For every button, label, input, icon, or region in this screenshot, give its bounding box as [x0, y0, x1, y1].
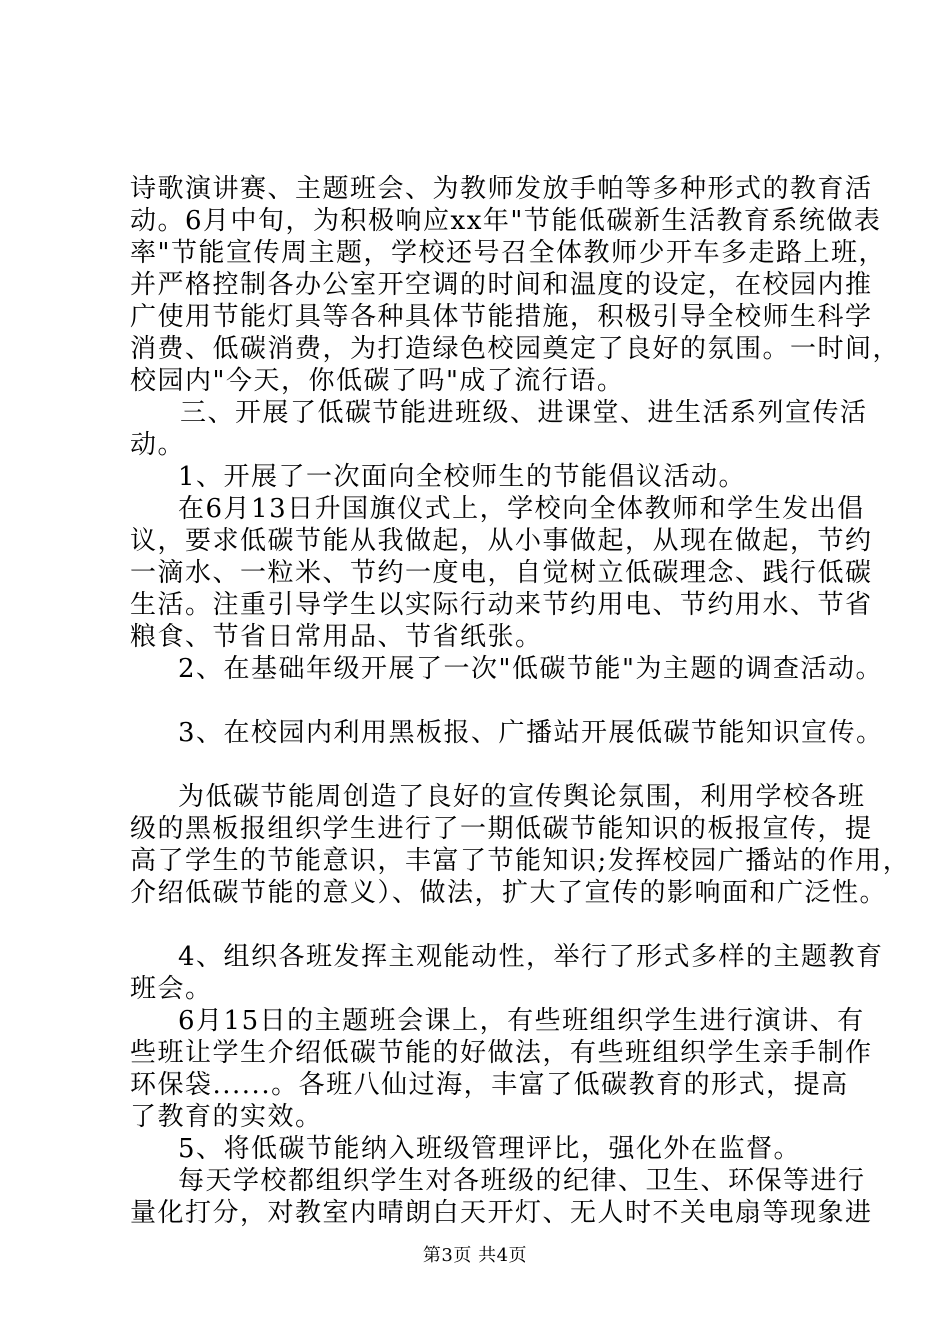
body-line: 并严格控制各办公室开空调的时间和温度的设定，在校园内推: [130, 270, 873, 300]
body-line: 些班让学生介绍低碳节能的好做法，有些班组织学生亲手制作: [130, 1038, 873, 1068]
subsection-heading: 3、在校园内利用黑板报、广播站开展低碳节能知识宣传。: [178, 718, 884, 748]
body-line: 高了学生的节能意识，丰富了节能知识;发挥校园广播站的作用，: [130, 846, 911, 876]
body-line: 量化打分，对教室内晴朗白天开灯、无人时不关电扇等现象进: [130, 1198, 873, 1228]
body-line: 广使用节能灯具等各种具体节能措施，积极引导全校师生科学: [130, 302, 873, 332]
body-line: 生活。注重引导学生以实际行动来节约用电、节约用水、节省: [130, 590, 873, 620]
body-line: 议，要求低碳节能从我做起，从小事做起，从现在做起，节约: [130, 526, 873, 556]
body-line: 一滴水、一粒米、节约一度电，自觉树立低碳理念、践行低碳: [130, 558, 873, 588]
subsection-heading: 2、在基础年级开展了一次"低碳节能"为主题的调查活动。: [178, 654, 883, 684]
body-line: 了教育的实效。: [130, 1102, 323, 1132]
body-line: 6月15日的主题班会课上，有些班组织学生进行演讲、有: [178, 1006, 865, 1036]
body-line: 消费、低碳消费，为打造绿色校园奠定了良好的氛围。一时间，: [130, 334, 901, 364]
body-line: 班会。: [130, 974, 213, 1004]
subsection-heading: 1、开展了一次面向全校师生的节能倡议活动。: [178, 462, 747, 492]
page-footer: 第3页 共4页: [422, 1245, 528, 1266]
body-line: 诗歌演讲赛、主题班会、为教师发放手帕等多种形式的教育活: [130, 174, 873, 204]
body-line: 为低碳节能周创造了良好的宣传舆论氛围，利用学校各班: [178, 782, 866, 812]
body-line: 级的黑板报组织学生进行了一期低碳节能知识的板报宣传，提: [130, 814, 873, 844]
body-line: 动。6月中旬，为积极响应xx年"节能低碳新生活教育系统做表: [130, 206, 882, 236]
body-line: 每天学校都组织学生对各班级的纪律、卫生、环保等进行: [178, 1166, 866, 1196]
body-line: 环保袋......。各班八仙过海，丰富了低碳教育的形式，提高: [130, 1070, 849, 1100]
body-line: 粮食、节省日常用品、节省纸张。: [130, 622, 543, 652]
subsection-heading: 4、组织各班发挥主观能动性，举行了形式多样的主题教育: [178, 942, 884, 972]
subsection-heading: 5、将低碳节能纳入班级管理评比，强化外在监督。: [178, 1134, 802, 1164]
section-heading: 三、开展了低碳节能进班级、进课堂、进生活系列宣传活: [180, 398, 868, 428]
body-line: 介绍低碳节能的意义）、做法，扩大了宣传的影响面和广泛性。: [130, 878, 888, 908]
body-line: 在6月13日升国旗仪式上，学校向全体教师和学生发出倡: [178, 494, 865, 524]
body-line: 校园内"今天，你低碳了吗"成了流行语。: [130, 366, 625, 396]
body-line: 率"节能宣传周主题，学校还号召全体教师少开车多走路上班，: [130, 238, 886, 268]
body-line: 动。: [130, 430, 186, 460]
